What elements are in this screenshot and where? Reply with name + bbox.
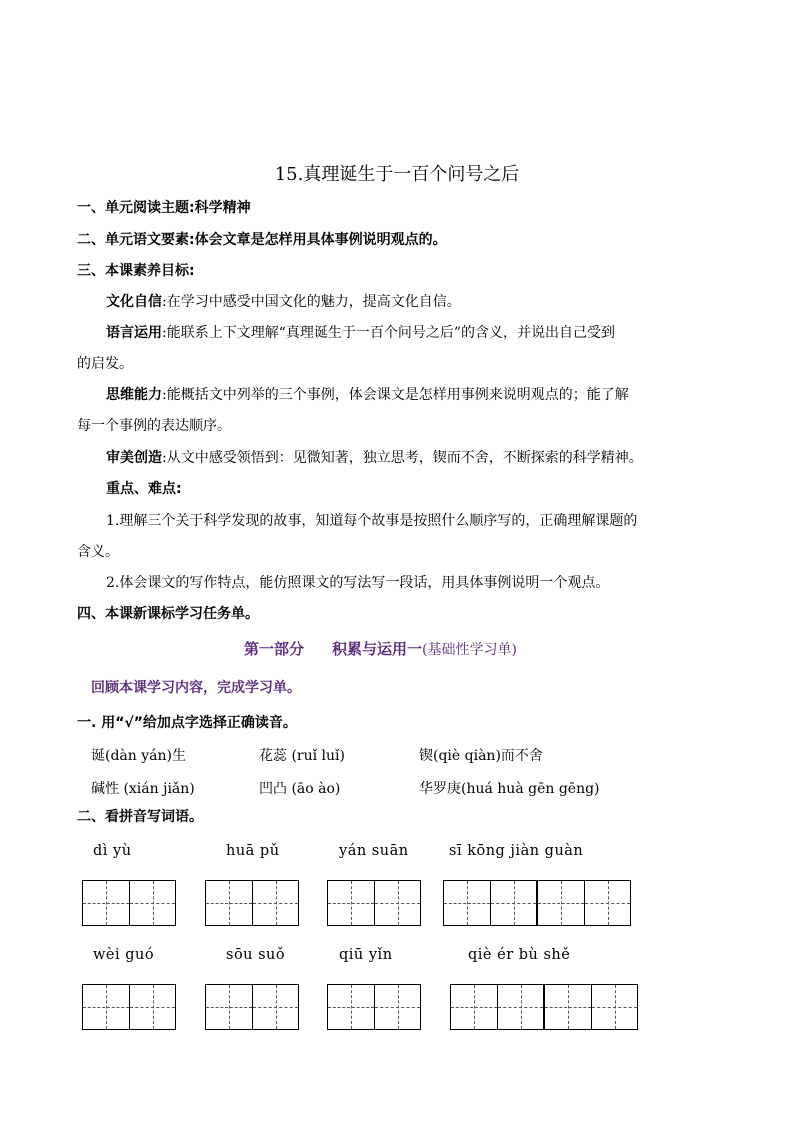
task-heading: 四、本课新课标学习任务单。: [77, 606, 259, 622]
writing-box[interactable]: [82, 984, 176, 1030]
q1-item: 凹凸 (āo ào): [259, 781, 341, 797]
answer-grid: [82, 880, 176, 926]
goal-aesthetic-label: 审美创造: [106, 450, 162, 466]
key-point-2: 2.体会课文的写作特点，能仿照课文的写法写一段话，用具体事例说明一个观点。: [106, 575, 610, 591]
key-points-heading: 重点、难点:: [106, 481, 182, 497]
answer-grid: [443, 880, 631, 926]
goal-language-label: 语言运用: [106, 325, 162, 341]
page-title: 15.真理诞生于一百个问号之后: [274, 164, 520, 185]
q1-heading: 一. 用“√”给加点字选择正确读音。: [77, 715, 297, 731]
q1-item: 花蕊 (ruǐ luǐ): [259, 748, 345, 764]
part-name: 积累与运用一: [332, 640, 423, 658]
pinyin-prompt: sōu suǒ: [226, 947, 286, 963]
goal-thinking-label: 思维能力: [106, 387, 162, 403]
goal-culture: [106, 291, 461, 311]
q1-item: 碱性 (xián jiǎn): [91, 781, 195, 797]
key-point-1-cont: 含义。: [77, 544, 119, 560]
writing-box[interactable]: [205, 984, 299, 1030]
part-note: (基础性学习单): [422, 642, 517, 658]
answer-grid: [450, 984, 638, 1030]
pinyin-prompt: yán suān: [339, 843, 409, 859]
goal-language-text: :能联系上下文理解“真理诞生于一百个问号之后”的含义，并说出自己受到: [162, 325, 616, 341]
q1-item: 诞(dàn yán)生: [91, 748, 186, 764]
goal-thinking-text: :能概括文中列举的三个事例，体会课文是怎样用事例来说明观点的；能了解: [162, 387, 629, 403]
pinyin-prompt: dì yù: [93, 843, 132, 859]
answer-grid: [205, 984, 299, 1030]
writing-box[interactable]: [544, 984, 638, 1030]
answer-grid: [205, 880, 299, 926]
goal-culture-label: 文化自信: [106, 294, 162, 310]
pinyin-prompt: wèi guó: [93, 947, 155, 963]
pinyin-prompt: huā pǔ: [226, 843, 280, 859]
answer-grid: [82, 984, 176, 1030]
goal-thinking-cont: 每一个事例的表达顺序。: [77, 418, 231, 434]
goal-culture-text: :在学习中感受中国文化的魅力，提高文化自信。: [162, 294, 461, 310]
goal-thinking: [106, 384, 629, 404]
goals-heading: 三、本课素养目标:: [77, 263, 195, 279]
pinyin-prompt: sī kōng jiàn guàn: [449, 843, 584, 859]
review-instruction: 回顾本课学习内容，完成学习单。: [91, 680, 301, 696]
writing-box[interactable]: [443, 880, 537, 926]
unit-element: 二、单元语文要素:体会文章是怎样用具体事例说明观点的。: [77, 232, 447, 248]
part-label: 第一部分: [244, 640, 305, 658]
unit-theme: 一、单元阅读主题:科学精神: [77, 200, 251, 216]
goal-language-cont: 的启发。: [77, 356, 133, 372]
answer-grid: [327, 880, 421, 926]
pinyin-prompt: qiū yǐn: [339, 947, 393, 963]
writing-box[interactable]: [450, 984, 544, 1030]
part-heading: [244, 638, 517, 659]
key-point-1: 1.理解三个关于科学发现的故事，知道每个故事是按照什么顺序写的，正确理解课题的: [106, 513, 638, 529]
pinyin-prompt: qiè ér bù shě: [468, 947, 571, 963]
q1-item: 锲(qiè qiàn)而不舍: [419, 748, 543, 764]
writing-box[interactable]: [205, 880, 299, 926]
goal-aesthetic: [106, 447, 643, 467]
q2-heading: 二、看拼音写词语。: [77, 809, 203, 825]
writing-box[interactable]: [327, 880, 421, 926]
writing-box[interactable]: [537, 880, 631, 926]
goal-aesthetic-text: :从文中感受领悟到：见微知著，独立思考，锲而不舍，不断探索的科学精神。: [162, 450, 643, 466]
writing-box[interactable]: [82, 880, 176, 926]
answer-grid: [327, 984, 421, 1030]
q1-item: 华罗庚(huá huà gēn gēng): [419, 781, 600, 797]
goal-language: [106, 322, 615, 342]
writing-box[interactable]: [327, 984, 421, 1030]
